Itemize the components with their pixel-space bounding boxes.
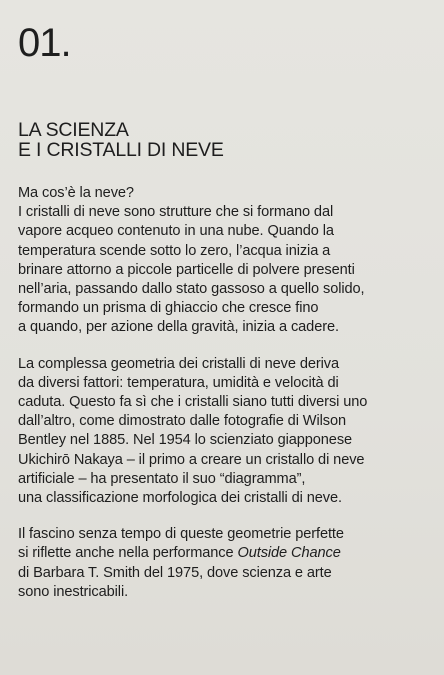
text-line: sono inestricabili. [18,583,129,600]
text-line: caduta. Questo fa sì che i cristalli siano tutti diversi uno [18,394,368,411]
text-line: una classificazione morfologica dei cristalli di neve. [18,490,342,507]
section-heading [18,120,224,160]
text-line: a quando, per azione della gravità, inizia a cadere. [18,319,339,336]
text-line: Bentley nel 1885. Nel 1954 lo scienziato giapponese [18,432,353,449]
text-line [18,544,438,563]
text-line: Il fascino senza tempo di queste geometrie perfette [18,526,344,543]
text-line: formando un prisma di ghiaccio che cresce fino [18,300,319,317]
text-line: nell’aria, passando dallo stato gassoso a quello solido, [18,281,365,298]
artwork-title: Outside Chance [237,545,341,562]
text-line: di Barbara T. Smith del 1975, dove scienza e arte [18,564,332,581]
text-line: artificiale – ha presentato il suo “diagramma”, [18,470,306,487]
text-line: La complessa geometria dei cristalli di neve deriva [18,355,339,372]
text-line: temperatura scende sotto lo zero, l’acqua inizia a [18,242,331,259]
heading-line-2: E I CRISTALLI DI NEVE [18,139,224,161]
text-line: brinare attorno a piccole particelle di polvere presenti [18,261,355,278]
text-line: I cristalli di neve sono strutture che si formano dal [18,204,334,221]
paragraph-1 [18,184,438,338]
text-line: dall’altro, come dimostrato dalle fotografie di Wilson [18,413,346,430]
paragraph-2 [18,355,438,509]
text-line: vapore acqueo contenuto in una nube. Quando la [18,223,334,240]
text-line: da diversi fattori: temperatura, umidità e velocità di [18,374,339,391]
panel-body-text [18,184,438,619]
section-number: 01. [18,21,71,65]
text-line: Ukichirō Nakaya – il primo a creare un cristallo di neve [18,451,365,468]
heading-line-1: LA SCIENZA [18,119,129,141]
text-line: Ma cos’è la neve? [18,185,134,201]
paragraph-3 [18,525,438,602]
text-run: si riflette anche nella performance [18,545,238,562]
